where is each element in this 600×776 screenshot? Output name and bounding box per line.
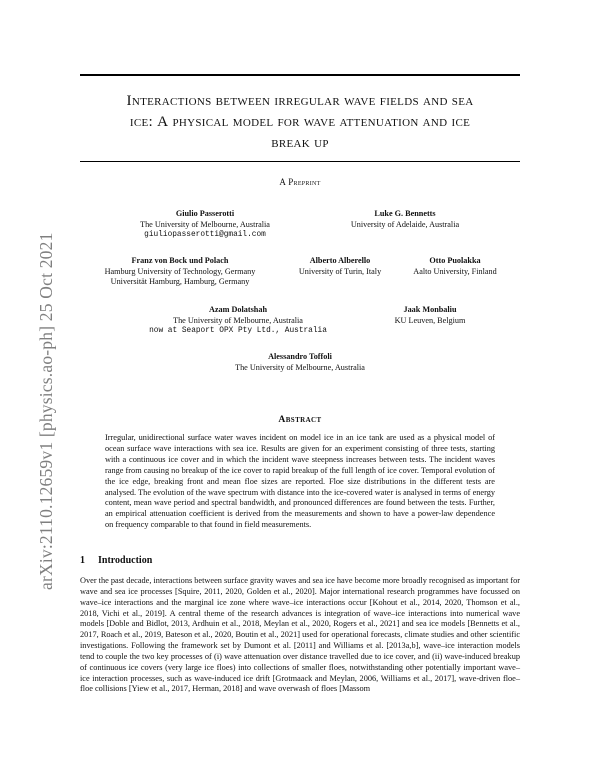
section-heading — [80, 555, 152, 566]
author-affiliation: KU Leuven, Belgium — [394, 315, 466, 325]
author-email[interactable]: giuliopasserotti@gmail.com — [144, 231, 266, 240]
title-line-3: break up — [271, 134, 329, 151]
introduction-text: Over the past decade, interactions between surface gravity waves and sea ice have become more broadly recognised as important for wave and sea ice processes [Squire, 2011, 2020, Golden et al., 2020]. Major international research programmes have focussed on wave–ice interactions and the marginal ice zone where wave–ice interactions occur [Kohout et al., 2014, 2020, Thomson et al., 2018, Vichi et al., 2019]. A central theme of the research advances is integration of wave–ice interactions into numerical wave models [Doble and Bidlot, 2013, Ardhuin et al., 2018, Meylan et al., 2020, Rogers et al., 2021] and sea ice models [Bennetts et al., 2017, Roach et al., 2019, Bateson et al., 2020, Boutin et al., 2021] used for operational forecasts, climate studies and other scientific investigations. Following the framework set by Dumont et al. [2011] and Williams et al. [2013a,b], wave–ice interaction models tend to couple the two key processes of (i) wave attenuation over distance travelled due to ice cover, and (ii) wave-induced breakup of continuous ice covers (very large ice floes) into collections of smaller floes, notwithstanding other potentially important wave–ice interaction processes, such as wave-induced ice drift [Grotmaack and Meylan, 2006, Williams et al., 2017], wave-driven floe–floe collisions [Yiew et al., 2017, Herman, 2018] and wave overwash of floes [Massom — [80, 576, 521, 694]
preprint-label: A Preprint — [279, 177, 321, 187]
author-block — [395, 256, 515, 277]
author-name: Giulio Passerotti — [175, 209, 235, 218]
author-name: Franz von Bock und Polach — [131, 256, 229, 265]
author-block — [320, 209, 490, 230]
author-name: Alessandro Toffoli — [268, 352, 332, 361]
title-line-2: ice: A physical model for wave attenuation and ice — [129, 113, 471, 130]
author-name: Jaak Monbaliu — [403, 305, 457, 314]
author-block — [118, 305, 358, 337]
title-rule-top — [80, 74, 520, 76]
author-affiliation: The University of Melbourne, Australia — [140, 219, 270, 229]
author-name: Azam Dolatshah — [209, 305, 267, 314]
title-rule-bottom — [80, 161, 520, 162]
paper-title — [80, 90, 520, 153]
author-block — [375, 305, 485, 326]
author-block — [285, 256, 395, 277]
author-affiliation: Aalto University, Finland — [413, 266, 497, 276]
author-affiliation: now at Seaport OPX Pty Ltd., Australia — [149, 327, 327, 336]
author-affiliation: University of Adelaide, Australia — [350, 219, 460, 229]
arxiv-identifier: arXiv:2110.12659v1 [physics.ao-ph] 25 Oct 2021 — [36, 232, 56, 590]
section-title: Introduction — [98, 555, 153, 566]
author-block — [75, 256, 285, 288]
abstract-heading: Abstract — [278, 414, 322, 425]
author-affiliation: Universität Hamburg, Hamburg, Germany — [110, 277, 250, 287]
author-affiliation: The University of Melbourne, Australia — [235, 362, 365, 372]
author-affiliation: Hamburg University of Technology, Germany — [104, 266, 256, 276]
author-affiliation: The University of Melbourne, Australia — [173, 315, 303, 325]
author-name: Alberto Alberello — [309, 256, 371, 265]
title-line-1: Interactions between irregular wave fields and sea — [126, 92, 474, 109]
author-block — [105, 209, 305, 241]
section-number: 1 — [80, 555, 85, 566]
author-name: Otto Puolakka — [429, 256, 481, 265]
abstract-text: Irregular, unidirectional surface water waves incident on model ice in an ice tank are used as a physical model of ocean surface wave interactions with sea ice. Results are given for an experiment consisting of three tests, starting with a continuous ice cover and in which the incident wave steepness increases between tests. The incident waves range from causing no breakup of the ice cover to rapid breakup of the full length of ice cover. Temporal evolution of the ice edge, breaking front and mean floe sizes are reported. Floe size distributions in the different tests are analysed. The evolution of the wave spectrum with distance into the ice-covered water is analysed in terms of energy content, mean wave period and spectral bandwidth, and pronounced differences are found between the tests. Further, an empirical attenuation coefficient is derived from the measurements and shown to have a power-law dependence on frequency comparable to that found in field measurements. — [105, 433, 495, 530]
author-affiliation: University of Turin, Italy — [298, 266, 382, 276]
author-name: Luke G. Bennetts — [374, 209, 436, 218]
author-block — [200, 352, 400, 373]
